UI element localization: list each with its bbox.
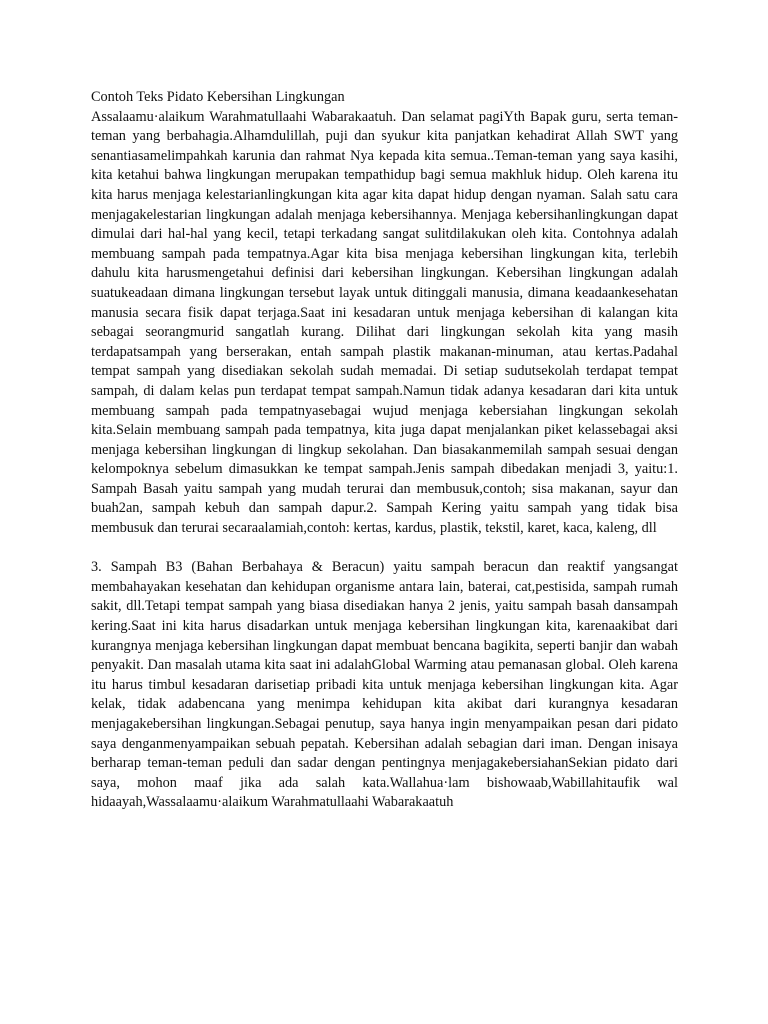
- document-page: [91, 88, 678, 813]
- paragraph: Assalaamu·alaikum Warahmatullaahi Wabarakaatuh. Dan selamat pagiYth Bapak guru, serta teman-teman yang berbahagia.Alhamdulillah, puji dan syukur kita panjatkan kehadirat Allah SWT yang senantiasamelimpahkah karunia dan rahmat Nya kepada kita semua..Teman-teman yang saya kasihi, kita ketahui bahwa lingkungan merupakan tempathidup bagi semua makhluk hidup. Oleh karena itu kita harus menjaga kelestarianlingkungan kita agar kita dapat hidup dengan nyaman. Salah satu cara menjagakelestarian lingkungan adalah menjaga kebersihannya. Menjaga kebersihanlingkungan dapat dimulai dari hal-hal yang kecil, tetapi terkadang sangat sulitdilakukan oleh kita. Contohnya adalah membuang sampah pada tempatnya.Agar kita bisa menjaga kebersihan lingkungan kita, terlebih dahulu kita harusmengetahui definisi dari kebersihan lingkungan. Kebersihan lingkungan adalah suatukeadaan dimana lingkungan tersebut layak untuk ditinggali manusia, dimana keadaankesehatan manusia secara fisik dapat terjaga.Saat ini kesadaran untuk menjaga kebersihan di kalangan kita sebagai seorangmurid sangatlah kurang. Dilihat dari lingkungan sekolah kita yang masih terdapatsampah yang berserakan, entah sampah plastik makanan-minuman, atau kertas.Padahal tempat sampah yang disediakan sekolah sudah memadai. Di setiap sudutsekolah terdapat tempat sampah, di dalam kelas pun terdapat tempat sampah.Namun tidak adanya kesadaran dari kita untuk membuang sampah pada tempatnyasebagai wujud menjaga kebersiahan lingkungan sekolah kita.Selain membuang sampah pada tempatnya, kita juga dapat menjalankan piket kelassebagai aksi menjaga kebersihan lingkungan di lingkup sekolahan. Dan biasakanmemilah sampah sesuai dengan kelompoknya sebelum dimasukkan ke tempat sampah.Jenis sampah dibedakan menjadi 3, yaitu:1. Sampah Basah yaitu sampah yang mudah terurai dan membusuk,contoh; sisa makanan, sayur dan buah2an, sampah kebuh dan sampah dapur.2. Sampah Kering yaitu sampah yang tidak bisa membusuk dan terurai secaraalamiah,contoh: kertas, kardus, plastik, tekstil, karet, kaca, kaleng, dll: [91, 108, 678, 537]
- document-title: Contoh Teks Pidato Kebersihan Lingkungan: [91, 89, 345, 105]
- paragraph: 3. Sampah B3 (Bahan Berbahaya & Beracun) yaitu sampah beracun dan reaktif yangsangat membahayakan kesehatan dan kehidupan organisme antara lain, baterai, cat,pestisida, sampah rumah sakit, dll.Tetapi tempat sampah yang biasa disediakan hanya 2 jenis, yaitu sampah basah dansampah kering.Saat ini kita harus disadarkan untuk menjaga kebersihan lingkungan kita, karenaakibat dari kurangnya menjaga kebersihan lingkungan dapat membuat bencana bagikita, seperti banjir dan wabah penyakit. Dan masalah utama kita saat ini adalahGlobal Warming atau pemanasan global. Oleh karena itu harus timbul kesadaran darisetiap pribadi kita untuk menjaga kebersihan lingkungan kita. Agar kelak, tidak adabencana yang menimpa kehidupan kita akibat dari kurangnya kesadaran menjagakebersihan lingkungan.Sebagai penutup, saya hanya ingin menyampaikan pesan dari pidato saya denganmenyampaikan sebuah pepatah. Kebersihan adalah sebagian dari iman. Dengan inisaya berharap teman-teman peduli dan sadar dengan pentingnya menjagakebersiahanSekian pidato dari saya, mohon maaf jika ada salah kata.Wallahua·lam bishowaab,Wabillahitaufik wal hidaayah,Wassalaamu·alaikum Warahmatullaahi Wabarakaatuh: [91, 559, 678, 811]
